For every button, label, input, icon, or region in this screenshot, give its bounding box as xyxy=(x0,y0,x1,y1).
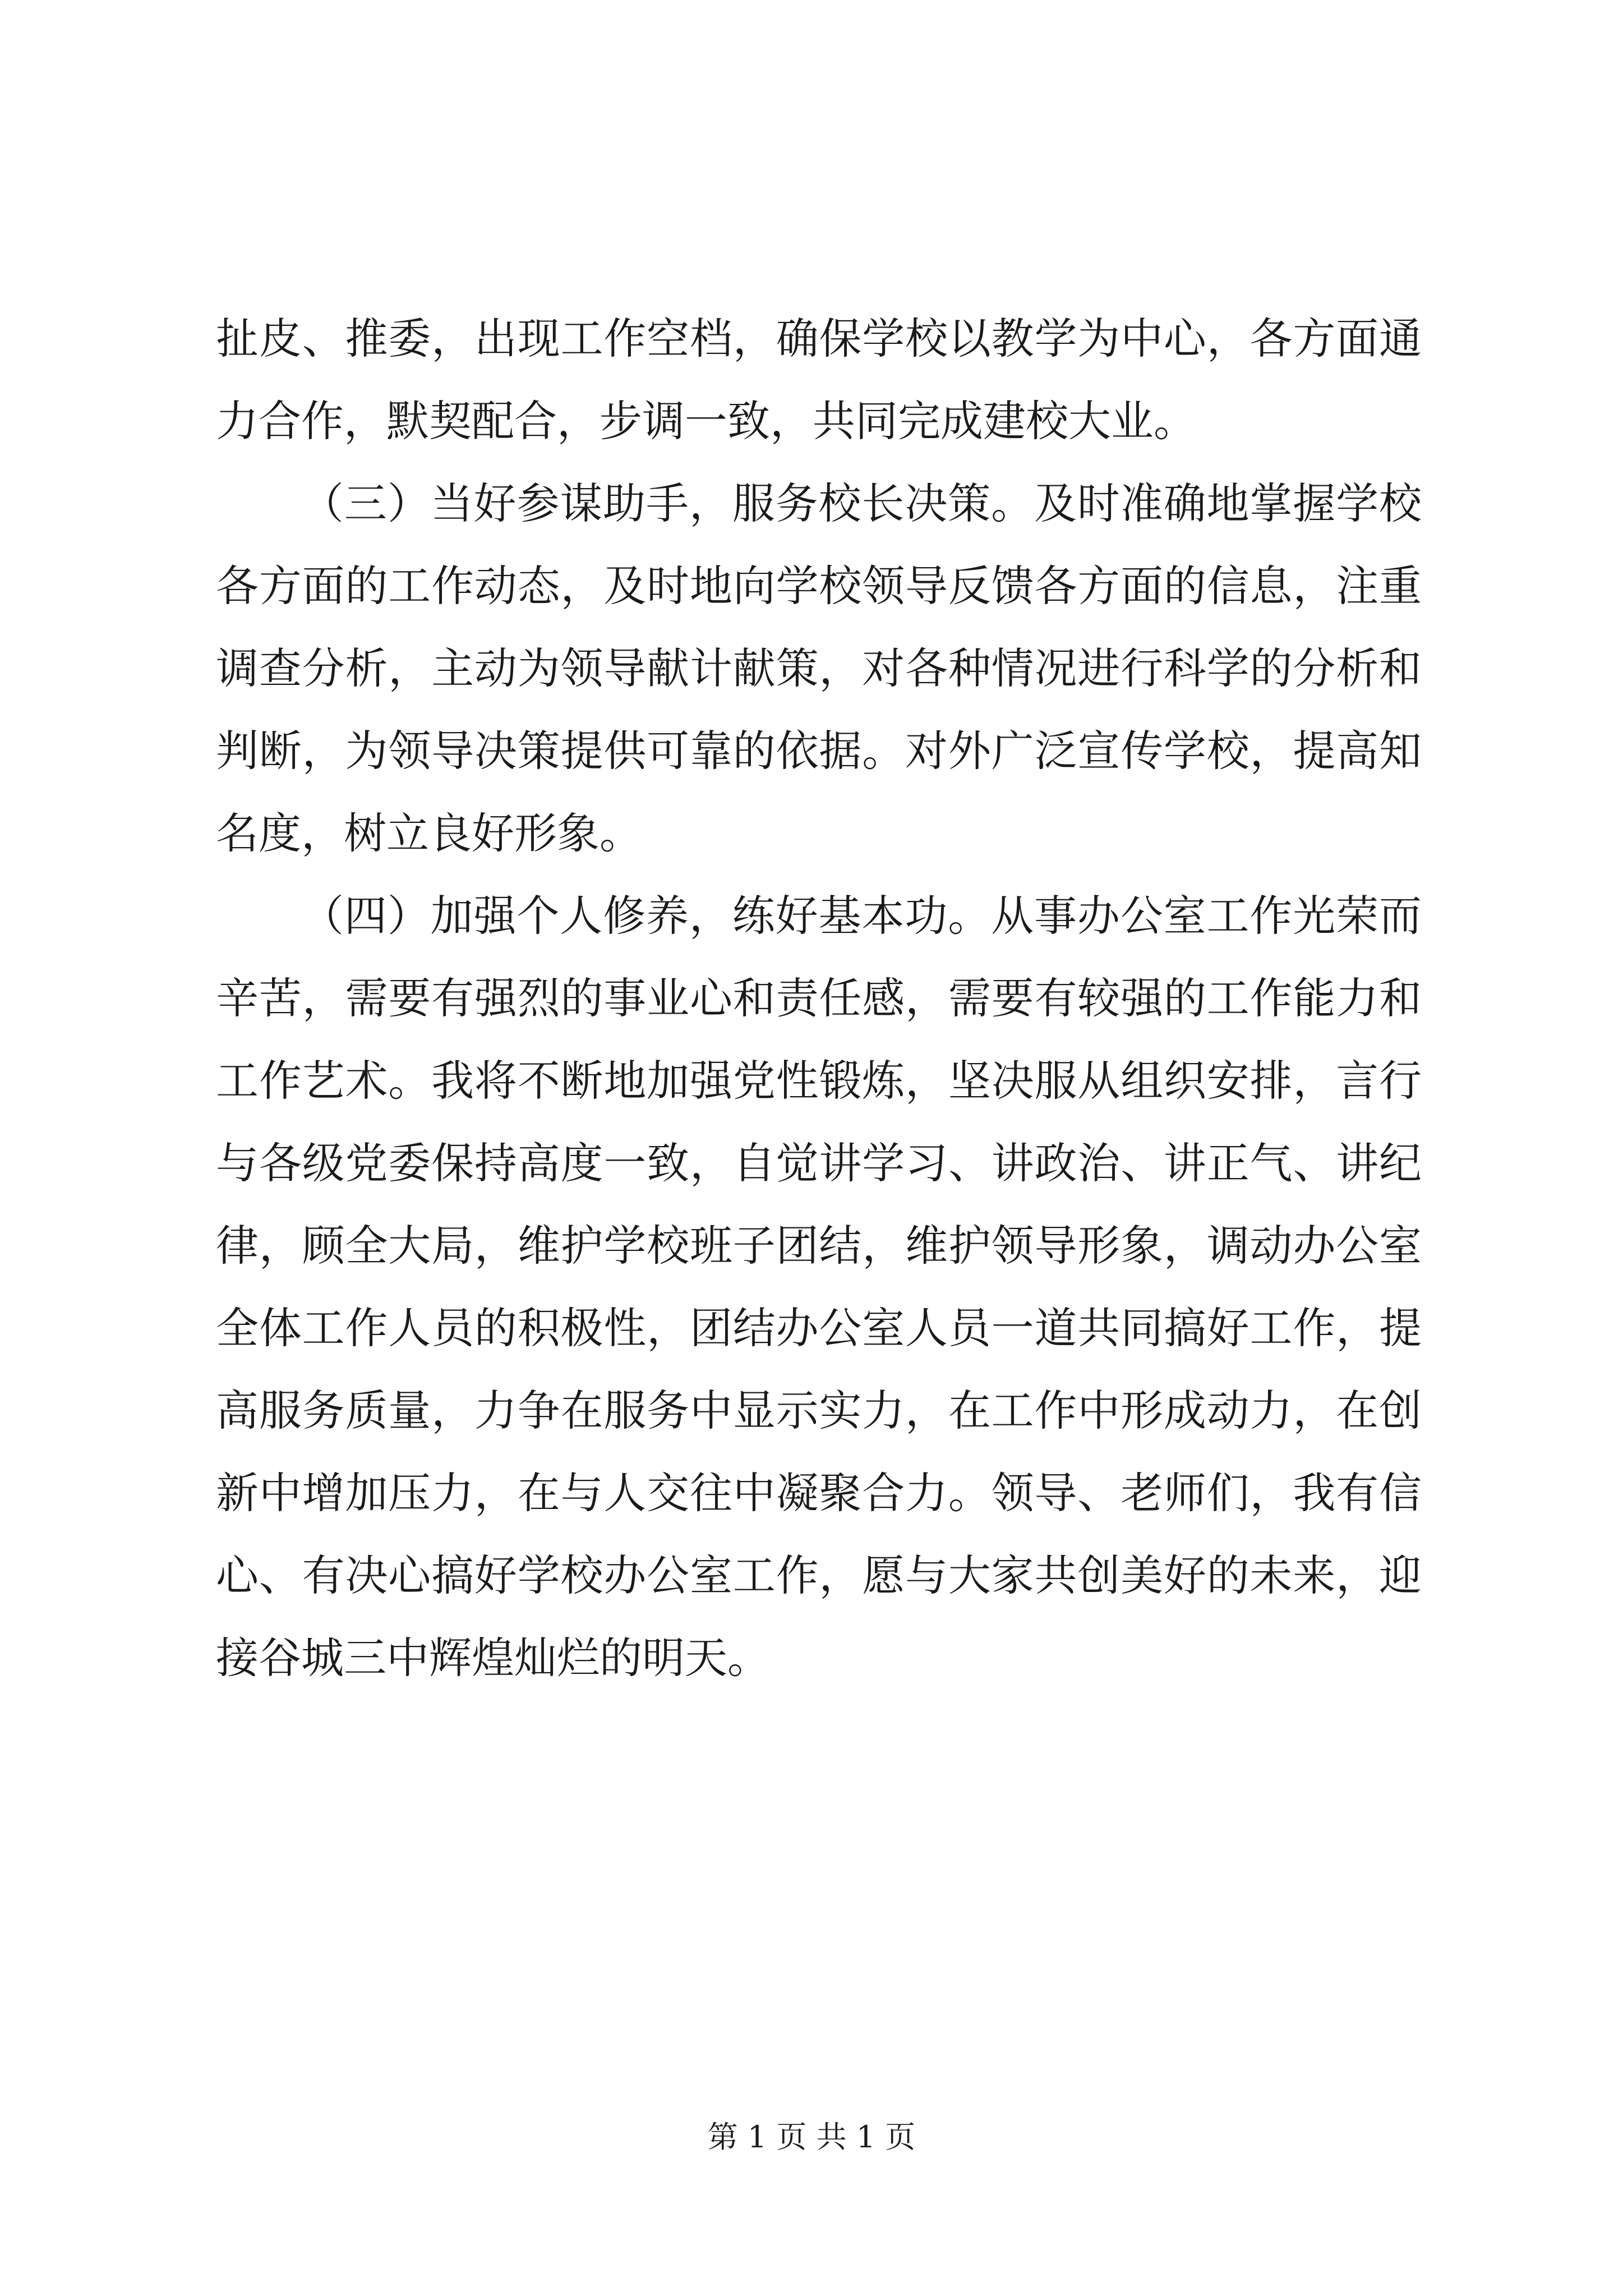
page-footer: 第 1 页 共 1 页 xyxy=(707,2119,916,2155)
text-line-indented: （四）加强个人修养，练好基本功。从事办公室工作光荣而 xyxy=(301,891,1422,941)
text-line: 调查分析，主动为领导献计献策，对各种情况进行科学的分析和 xyxy=(216,643,1422,693)
paragraph-section-four xyxy=(216,875,1422,1699)
text-line: 力合作，默契配合，步调一致，共同完成建校大业。 xyxy=(216,396,1196,446)
text-line: 全体工作人员的积极性，团结办公室人员一道共同搞好工作，提 xyxy=(216,1303,1422,1353)
text-line: 辛苦，需要有强烈的事业心和责任感，需要有较强的工作能力和 xyxy=(216,973,1422,1023)
paragraph-continuation xyxy=(216,297,1422,462)
paragraph-section-three xyxy=(216,462,1422,875)
text-line: 与各级党委保持高度一致，自觉讲学习、讲政治、讲正气、讲纪 xyxy=(216,1138,1422,1188)
text-line: 名度，树立良好形象。 xyxy=(216,808,642,858)
text-line: 律，顾全大局，维护学校班子团结，维护领导形象，调动办公室 xyxy=(216,1221,1422,1271)
text-line: 新中增加压力，在与人交往中凝聚合力。领导、老师们，我有信 xyxy=(216,1468,1422,1518)
text-line: 接谷城三中辉煌灿烂的明天。 xyxy=(216,1633,770,1683)
text-line: 高服务质量，力争在服务中显示实力，在工作中形成动力，在创 xyxy=(216,1386,1422,1435)
text-line: 判断，为领导决策提供可靠的依据。对外广泛宣传学校，提高知 xyxy=(216,726,1422,776)
text-line: 扯皮、推委，出现工作空档，确保学校以教学为中心，各方面通 xyxy=(216,314,1422,364)
text-line: 各方面的工作动态，及时地向学校领导反馈各方面的信息，注重 xyxy=(216,561,1422,611)
document-body xyxy=(216,297,1422,1699)
text-line: 工作艺术。我将不断地加强党性锻炼，坚决服从组织安排，言行 xyxy=(216,1056,1422,1106)
text-line-indented: （三）当好参谋助手，服务校长决策。及时准确地掌握学校 xyxy=(301,478,1422,528)
text-line: 心、有决心搞好学校办公室工作，愿与大家共创美好的未来，迎 xyxy=(216,1550,1422,1600)
